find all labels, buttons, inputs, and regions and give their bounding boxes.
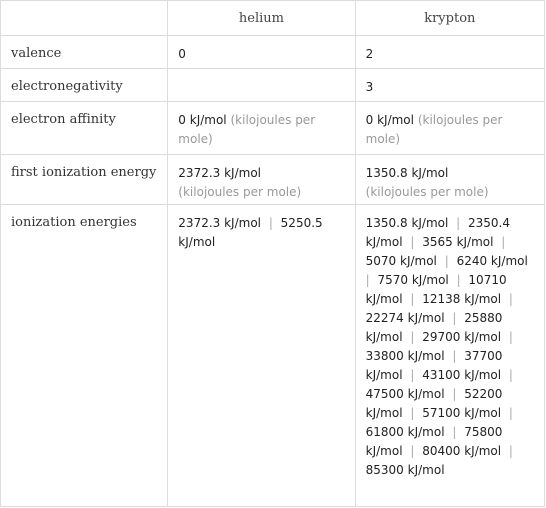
separator: | <box>440 254 453 268</box>
krypton-electronegativity: 3 <box>355 69 544 102</box>
ionization-energy-value: 25880 kJ/mol <box>365 311 503 344</box>
separator: | <box>406 368 419 382</box>
separator: | <box>265 216 277 230</box>
table-row <box>1 69 545 102</box>
unit-note: (kilojoules per mole) <box>178 185 302 199</box>
unit-note: (kilojoules per mole) <box>178 113 316 146</box>
helium-ionization-energies <box>168 205 355 507</box>
value-text: 0 kJ/mol <box>365 113 414 127</box>
value-text: 1350.8 kJ/mol <box>365 166 449 180</box>
ionization-energy-value: 2372.3 kJ/mol <box>178 216 261 230</box>
helium-valence: 0 <box>168 36 355 69</box>
helium-first-ionization-energy <box>168 155 355 205</box>
row-label-valence: valence <box>1 36 168 69</box>
table-row <box>1 102 545 155</box>
separator: | <box>505 292 513 306</box>
ionization-energy-value: 61800 kJ/mol <box>365 425 445 439</box>
separator: | <box>452 273 465 287</box>
ionization-energy-value: 10710 kJ/mol <box>365 273 507 306</box>
krypton-ionization-energies <box>355 205 544 507</box>
value-text: 2372.3 kJ/mol <box>178 166 261 180</box>
ionization-energy-value: 5250.5 kJ/mol <box>178 216 323 249</box>
ionization-energy-value: 47500 kJ/mol <box>365 387 445 401</box>
ionization-energy-value: 43100 kJ/mol <box>422 368 502 382</box>
separator: | <box>505 368 513 382</box>
separator: | <box>448 387 461 401</box>
krypton-electron-affinity <box>355 102 544 155</box>
separator: | <box>406 235 419 249</box>
separator: | <box>448 311 461 325</box>
ionization-energy-value: 80400 kJ/mol <box>422 444 502 458</box>
column-header-krypton: krypton <box>355 1 544 36</box>
separator: | <box>452 216 465 230</box>
ionization-energy-value: 12138 kJ/mol <box>422 292 502 306</box>
helium-electronegativity <box>168 69 355 102</box>
separator: | <box>448 349 461 363</box>
krypton-first-ionization-energy <box>355 155 544 205</box>
row-label-ionization-energies: ionization energies <box>1 205 168 507</box>
separator: | <box>406 444 419 458</box>
separator: | <box>505 330 513 344</box>
row-label-first-ionization-energy: first ionization energy <box>1 155 168 205</box>
value-text: 0 kJ/mol <box>178 113 227 127</box>
ionization-energy-value: 75800 kJ/mol <box>365 425 503 458</box>
ionization-energy-value: 85300 kJ/mol <box>365 463 445 477</box>
separator: | <box>406 292 419 306</box>
helium-electron-affinity <box>168 102 355 155</box>
ionization-energy-value: 52200 kJ/mol <box>365 387 503 420</box>
column-header-helium: helium <box>168 1 355 36</box>
separator: | <box>365 273 374 287</box>
header-row <box>1 1 545 36</box>
row-label-electronegativity: electronegativity <box>1 69 168 102</box>
row-label-electron-affinity: electron affinity <box>1 102 168 155</box>
separator: | <box>497 235 506 249</box>
header-empty-cell <box>1 1 168 36</box>
ionization-energy-value: 33800 kJ/mol <box>365 349 445 363</box>
ionization-energy-value: 7570 kJ/mol <box>377 273 449 287</box>
separator: | <box>505 444 513 458</box>
ionization-energy-value: 2350.4 kJ/mol <box>365 216 511 249</box>
ionization-energy-value: 37700 kJ/mol <box>365 349 503 382</box>
ionization-energy-value: 29700 kJ/mol <box>422 330 502 344</box>
table-row <box>1 205 545 507</box>
ionization-energy-value: 22274 kJ/mol <box>365 311 445 325</box>
separator: | <box>448 425 461 439</box>
ionization-energy-value: 57100 kJ/mol <box>422 406 502 420</box>
table-row <box>1 155 545 205</box>
ionization-energy-value: 5070 kJ/mol <box>365 254 437 268</box>
separator: | <box>406 406 419 420</box>
ionization-energy-value: 3565 kJ/mol <box>422 235 494 249</box>
unit-note: (kilojoules per mole) <box>365 113 503 146</box>
ionization-energy-value: 1350.8 kJ/mol <box>365 216 449 230</box>
ionization-energy-value: 6240 kJ/mol <box>456 254 528 268</box>
krypton-valence: 2 <box>355 36 544 69</box>
separator: | <box>505 406 513 420</box>
separator: | <box>406 330 419 344</box>
unit-note: (kilojoules per mole) <box>365 185 489 199</box>
table-row <box>1 36 545 69</box>
